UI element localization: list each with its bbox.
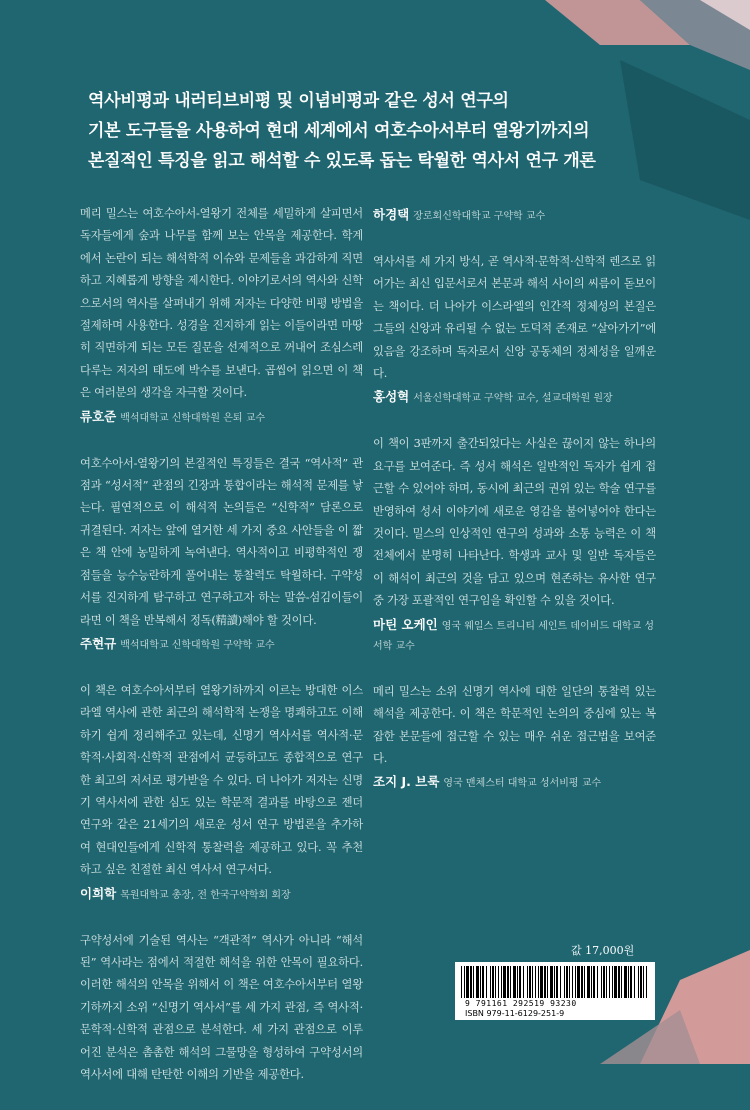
barcode-bar: [527, 966, 528, 998]
barcode-bar: [606, 966, 607, 998]
barcode-bar: [618, 966, 620, 998]
review-text: 메리 밀스는 여호수아서-열왕기 전체를 세밀하게 살피면서 독자들에게 숲과 나무를 함께 보는 안목을 제공한다. 학계에서 논란이 되는 해석학적 이슈와 문제들을 과감하게 직면하고 지혜롭게 방향을 제시한다. 이야기로서의 역사와 신학으로서의 역사를 살펴내기 위해 저자는 다양한 비평 방법을 절제하며 사용한다. 성경을 진지하게 읽는 이들이라면 마땅히 직면하게 되는 모든 질문을 선제적으로 꺼내어 조심스레 다루는 저자의 태도에 박수를 보낸다. 곱씹어 읽으면 이 책은 여러분의 생각을 자극할 것이다.: [80, 207, 363, 400]
barcode-bar: [513, 966, 516, 998]
barcode-bar: [569, 966, 570, 998]
reviewer-affiliation: 백석대학교 신학대학원 구약학 교수: [120, 639, 275, 651]
headline-line: 역사비평과 내러티브비평 및 이념비평과 같은 성서 연구의: [88, 91, 509, 111]
barcode-bar: [556, 966, 558, 998]
review-text: 역사서를 세 가지 방식, 곧 역사적·문학적·신학적 렌즈로 읽어가는 최신 입문서로서 본문과 해석 사이의 씨름이 돋보이는 책이다. 더 나아가 이스라엘의 인간적 정체성의 본질은 그들의 신앙과 유리될 수 없는 도덕적 존재로 “살아가기”에 있음을 강조하며 독자로서 신앙 공동체의 정체성을 일깨운다.: [373, 255, 656, 381]
reviews-right-column: [373, 203, 656, 818]
barcode-bar: [550, 966, 553, 998]
barcode-bar: [492, 966, 494, 998]
barcode-bar: [564, 966, 565, 998]
reviewer-name: 류호준: [80, 408, 117, 424]
barcode-bar: [480, 966, 481, 998]
barcode-bar: [501, 966, 502, 998]
barcode-bar: [554, 966, 555, 998]
barcode-bar: [572, 966, 573, 998]
review-text: 여호수아서-열왕기의 본질적인 특징들은 결국 “역사적” 관점과 “성서적” 관점의 긴장과 통합이라는 해석적 문제를 낳는다. 필연적으로 이 해석적 논의들은 “신학적” 담론으로 귀결된다. 저자는 앞에 열거한 세 가지 중요 사안들을 이 짧은 책 안에 농밀하게 녹여낸다. 역사적이고 비평학적인 쟁점들을 능수능란하게 풀어내는 통찰력도 탁월하다. 구약성서를 진지하게 탐구하고 연구하고자 하는 말씀-섬김이들이라면 이 책을 반복해서 정독(精讀)해야 할 것이다.: [80, 456, 363, 627]
barcode-bar: [486, 966, 487, 998]
reviewer-affiliation: 목원대학교 총장, 전 한국구약학회 회장: [120, 889, 291, 901]
review-signature: [80, 884, 363, 906]
barcode-bar: [624, 966, 627, 998]
barcode-bar: [464, 966, 465, 998]
barcode-bar: [587, 966, 590, 998]
headline-line: 본질적인 특징을 읽고 해석할 수 있도록 돕는 탁월한 역사서 연구 개론: [88, 151, 596, 171]
barcode-bar: [507, 966, 509, 998]
reviewer-affiliation: 서울신학대학교 구약학 교수, 설교대학원 원장: [413, 393, 613, 405]
review-2: [80, 453, 363, 656]
barcode-bar: [646, 966, 647, 998]
barcode-bar: [547, 966, 548, 998]
barcode-bar: [476, 966, 479, 998]
reviewer-name: 마틴 오케인: [373, 616, 438, 632]
review-4-signature-block: [373, 205, 656, 227]
barcode-bar: [643, 966, 644, 998]
barcode-digits: 9 791161 292519 93230: [465, 999, 577, 1008]
barcode-bar: [575, 966, 576, 998]
barcode-bar: [566, 966, 568, 998]
reviewer-name: 이희학: [80, 885, 117, 901]
reviews-left-column: [80, 203, 363, 1110]
barcode-bars: [461, 966, 649, 998]
review-1: [80, 203, 363, 429]
review-signature: [80, 407, 363, 429]
barcode-bar: [612, 966, 613, 998]
review-signature: [373, 772, 656, 794]
reviewer-affiliation: 장로회신학대학교 구약학 교수: [413, 211, 546, 222]
barcode-bar: [544, 966, 546, 998]
review-6: [373, 433, 656, 656]
barcode-bar: [490, 966, 491, 998]
price-label: 값 17,000원: [571, 944, 635, 957]
review-3: [80, 680, 363, 906]
review-signature: [80, 634, 363, 656]
review-text: 이 책은 여호수아서부터 열왕기하까지 이르는 방대한 이스라엘 역사에 관한 최근의 해석학적 논쟁을 명쾌하고도 이해하기 쉽게 정리해주고 있는데, 신명기 역사서를 역사적·문학적·사회적·신학적 관점에서 균등하고도 종합적으로 연구한 최고의 저서로 평가받을 수 있다. 더 나아가 저자는 신명기 역사서에 관한 심도 있는 학문적 결과를 바탕으로 젠더 연구와 같은 21세기의 새로운 성서 연구 방법론을 추가하여 현대인들에게 신학적 통찰력을 제공하고 있다. 꼭 추천하고 싶은 친절한 최신 역사서 연구서다.: [80, 683, 363, 877]
reviewer-name: 홍성혁: [373, 389, 410, 405]
barcode-bar: [638, 966, 639, 998]
review-signature: [373, 387, 656, 409]
barcode: [455, 962, 655, 1020]
isbn-text: ISBN 979-11-6129-251-9: [465, 1009, 565, 1018]
review-4: [80, 930, 363, 1087]
barcode-bar: [510, 966, 511, 998]
barcode-bar: [591, 966, 592, 998]
barcode-bar: [628, 966, 629, 998]
barcode-bar: [482, 966, 484, 998]
reviewer-affiliation: 백석대학교 신학대학원 은퇴 교수: [120, 412, 266, 424]
headline: [88, 86, 708, 176]
review-5: [373, 251, 656, 409]
barcode-bar: [609, 966, 610, 998]
review-signature: [373, 615, 656, 657]
barcode-bar: [532, 966, 533, 998]
barcode-bar: [519, 966, 521, 998]
barcode-bar: [621, 966, 622, 998]
barcode-bar: [495, 966, 496, 998]
reviewer-affiliation: 영국 웨일스 트리니티 세인트 데이비드 대학교 성서학 교수: [373, 620, 655, 652]
barcode-bar: [584, 966, 585, 998]
reviewer-affiliation: 영국 맨체스터 대학교 성서비평 교수: [443, 778, 602, 790]
headline-line: 기본 도구들을 사용하여 현대 세계에서 여호수아서부터 열왕기까지의: [88, 121, 590, 141]
barcode-bar: [540, 966, 543, 998]
barcode-bar: [529, 966, 531, 998]
barcode-bar: [601, 966, 602, 998]
barcode-bar: [461, 966, 462, 998]
review-7: [373, 681, 656, 795]
review-text: 이 책이 3판까지 출간되었다는 사실은 끊이지 않는 하나의 요구를 보여준다. 즉 성서 해석은 일반적인 독자가 쉽게 접근할 수 있어야 하며, 동시에 최근의 권위 있는 학술 연구를 반영하여 성서 이야기에 새로운 영감을 불어넣어야 한다는 것이다. 밀스의 인상적인 연구의 성과와 소통 능력은 이 책 전체에서 분명히 나타난다. 학생과 교사 및 일반 독자들은 이 해석이 최근의 것을 담고 있으며 현존하는 유사한 연구 중 가장 포괄적인 연구임을 확인할 수 있을 것이다.: [373, 437, 656, 608]
barcode-bar: [560, 966, 561, 998]
barcode-bar: [503, 966, 506, 998]
barcode-bar: [577, 966, 580, 998]
barcode-bar: [470, 966, 472, 998]
review-text: 구약성서에 기술된 역사는 “객관적” 역사가 아니라 “해석된” 역사라는 점에서 적절한 해석을 위한 안목이 필요하다. 이러한 해석의 안목을 위해서 이 책은 여호수아서부터 열왕기하까지 소위 “신명기 역사서”를 세 가지 관점, 즉 역사적·문학적·신학적 관점으로 분석한다. 세 가지 관점으로 이루어진 분석은 촘촘한 해석의 그물망을 형성하여 구약성서의 역사서에 대해 탄탄한 이해의 기반을 제공한다.: [80, 933, 363, 1081]
barcode-bar: [593, 966, 595, 998]
barcode-bar: [466, 966, 469, 998]
barcode-bar: [538, 966, 539, 998]
barcode-bar: [597, 966, 598, 998]
barcode-bar: [630, 966, 632, 998]
barcode-bar: [517, 966, 518, 998]
barcode-bar: [614, 966, 617, 998]
barcode-bar: [640, 966, 642, 998]
barcode-bar: [603, 966, 605, 998]
reviewer-name: 하경택: [373, 207, 410, 222]
barcode-bar: [473, 966, 474, 998]
reviewer-name: 조지 J. 브룩: [373, 774, 440, 790]
barcode-bar: [498, 966, 499, 998]
review-signature: [373, 205, 656, 227]
barcode-bar: [535, 966, 536, 998]
barcode-bar: [634, 966, 635, 998]
reviewer-name: 주현규: [80, 635, 117, 651]
barcode-bar: [581, 966, 583, 998]
review-text: 메리 밀스는 소위 신명기 역사에 대한 일단의 통찰력 있는 해석을 제공한다. 이 책은 학문적인 논의의 중심에 있는 복잡한 본문들에 접근할 수 있는 매우 쉬운 접근법을 보여준다.: [373, 684, 656, 765]
barcode-bar: [523, 966, 524, 998]
